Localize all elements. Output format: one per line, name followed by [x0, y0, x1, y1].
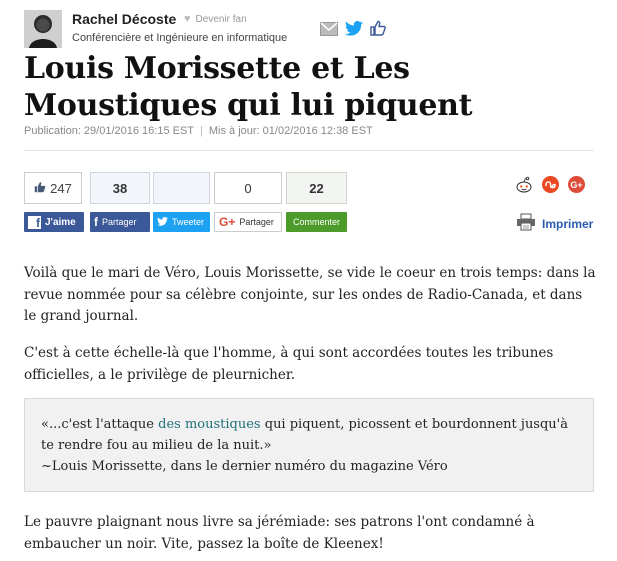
become-fan-label: Devenir fan	[195, 14, 247, 25]
author-name[interactable]: Rachel Décoste	[72, 11, 177, 27]
google-plus-share-button[interactable]	[214, 212, 282, 232]
facebook-share-count: 38	[112, 180, 128, 196]
mail-icon[interactable]	[320, 22, 338, 41]
tweet-button[interactable]	[153, 212, 210, 232]
article-title: Louis Morissette et Les Moustiques qui lui piquent	[24, 51, 473, 123]
paragraph-3: Le pauvre plaignant nous livre sa jérémiade: ses patrons l'ont condamné à embaucher un noir. Vite, passez la boîte de Kleenex!	[24, 514, 535, 552]
google-plus-share-label: Partager	[239, 217, 274, 227]
tweet-label: Tweeter	[172, 217, 205, 227]
facebook-share-button[interactable]	[90, 212, 150, 232]
gplus-count-box	[214, 172, 282, 204]
article-meta	[24, 125, 373, 137]
meta-separator: |	[200, 125, 203, 137]
thumbs-up-icon	[34, 181, 46, 196]
publication-date: Publication: 29/01/2016 16:15 EST	[24, 125, 195, 137]
comment-count-box	[286, 172, 347, 204]
updated-date: Mis à jour: 01/02/2016 12:38 EST	[208, 125, 373, 137]
become-fan-button[interactable]	[184, 13, 247, 25]
gplus-count: 0	[244, 180, 252, 196]
extra-share-icons	[515, 176, 587, 194]
paragraph-1: Voilà que le mari de Véro, Louis Morissette, se vide le coeur en trois temps: dans la revue nommée pour sa célèbre conjointe, sur les ondes de Radio-Canada, et dans le grand journal.	[24, 265, 596, 324]
header-divider	[24, 150, 594, 151]
author-avatar[interactable]	[24, 10, 62, 48]
comment-count: 22	[309, 180, 324, 196]
paragraph-2: C'est à cette échelle-là que l'homme, à qui sont accordées toutes les tribunes officielles, a le privilège de pleurnicher.	[24, 345, 554, 383]
facebook-like-label: J'aime	[45, 216, 76, 228]
heart-icon: ♥	[184, 13, 191, 25]
print-label: Imprimer	[542, 217, 594, 231]
tweet-count-box	[153, 172, 210, 204]
twitter-icon	[157, 215, 168, 229]
facebook-icon: f	[28, 216, 41, 229]
facebook-share-count-box	[90, 172, 150, 204]
likes-count-box	[24, 172, 82, 204]
quote-text-end: qui piquent, picossent et bourdonnent jusqu'à te rendre fou au milieu de la nuit.»	[41, 417, 569, 453]
thumbs-up-icon[interactable]	[370, 20, 386, 41]
stumbleupon-icon[interactable]	[542, 176, 559, 198]
comment-button[interactable]	[286, 212, 347, 232]
printer-icon	[516, 213, 536, 236]
print-button[interactable]	[516, 214, 593, 234]
reddit-icon[interactable]	[515, 176, 533, 199]
google-plus-icon: G+	[219, 215, 236, 229]
google-plus-icon[interactable]	[568, 176, 585, 198]
svg-text:G+: G+	[570, 180, 583, 190]
author-role: Conférencière et Ingénieure en informatique	[72, 32, 288, 44]
facebook-share-label: Partager	[102, 217, 137, 227]
author-social-icons	[320, 22, 386, 40]
blockquote	[24, 398, 594, 492]
facebook-icon: f	[94, 215, 98, 229]
author-header	[24, 10, 444, 48]
quote-source: ~Louis Morissette, dans le dernier numéro du magazine Véro	[41, 459, 448, 474]
likes-count: 247	[50, 180, 72, 196]
quote-text-start: «...c'est l'attaque	[41, 417, 159, 432]
quote-link[interactable]: des moustiques	[158, 417, 261, 432]
facebook-like-button[interactable]	[24, 212, 84, 232]
twitter-icon[interactable]	[345, 21, 363, 41]
comment-label: Commenter	[292, 217, 340, 227]
